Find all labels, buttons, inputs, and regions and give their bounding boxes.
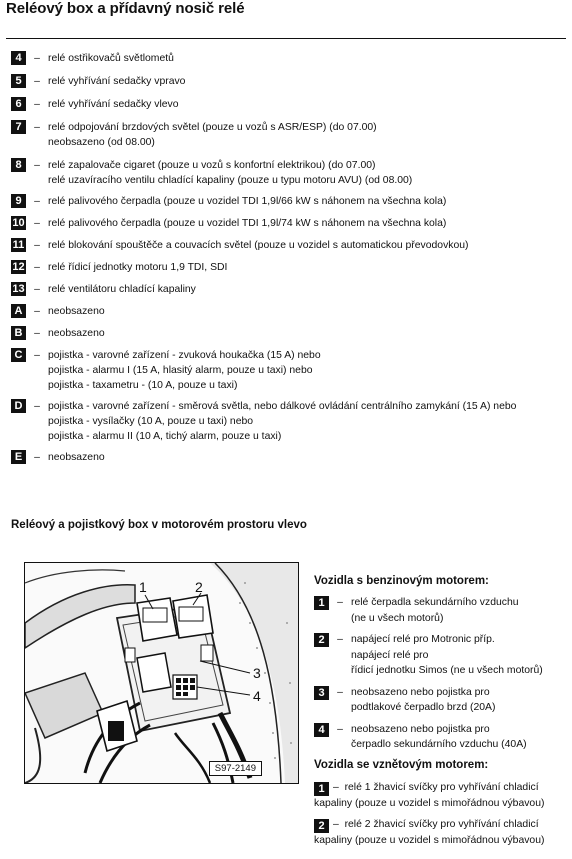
list-item <box>11 216 567 231</box>
item-line: relé uzavíracího ventilu chladící kapaliny (pouze u typu motoru AVU) (od 08.00) <box>48 175 413 186</box>
item-line: neobsazeno <box>48 306 105 317</box>
dash-mark: – <box>333 781 339 793</box>
item-line: neobsazeno nebo pojistka pro <box>351 686 490 698</box>
dash-mark: – <box>34 306 40 317</box>
item-text <box>48 399 516 444</box>
item-number-badge: C <box>11 348 26 362</box>
item-line: čerpadlo sekundárního vzduchu (40A) <box>351 739 527 750</box>
item-line: podtlakové čerpadlo brzd (20A) <box>351 702 496 713</box>
item-text <box>48 51 174 66</box>
dash-mark: – <box>34 196 40 207</box>
title-rule <box>6 38 566 39</box>
right-column <box>314 575 570 855</box>
dash-mark: – <box>34 218 40 229</box>
item-number-badge: 1 <box>314 782 329 796</box>
item-line: pojistka - alarmu II (10 A, tichý alarm, pouze u taxi) <box>48 431 282 442</box>
dash-mark: – <box>34 452 40 463</box>
item-line-2: kapaliny (pouze u vozidel s mimořádnou výbavou) <box>314 835 545 846</box>
callout-4: 4 <box>253 688 261 704</box>
dash-mark: – <box>34 53 40 64</box>
dash-mark: – <box>337 634 343 645</box>
list-item <box>11 282 567 297</box>
item-text <box>48 120 377 150</box>
item-line: řídicí jednotku Simos (ne u všech motorů) <box>351 665 543 676</box>
item-line: relé 2 žhavicí svíčky pro vyhřívání chladicí <box>344 819 539 830</box>
item-number-badge: 4 <box>314 723 329 737</box>
item-line: relé blokování spouštěče a couvacích světel (pouze u vozidel s automatickou převodovkou) <box>48 240 469 251</box>
item-line: relé 1 žhavicí svíčky pro vyhřívání chladicí <box>344 781 539 793</box>
item-text <box>351 595 519 626</box>
item-line: pojistka - vysílačky (10 A, pouze u taxi) nebo <box>48 416 254 427</box>
item-number-badge: 6 <box>11 97 26 111</box>
item-text <box>48 194 446 209</box>
engine-bay-drawing <box>25 563 298 783</box>
list-item <box>11 326 567 341</box>
item-number-badge: 1 <box>314 596 329 610</box>
list-item <box>11 304 567 319</box>
dash-mark: – <box>34 240 40 251</box>
item-text <box>48 326 105 341</box>
item-number-badge: 2 <box>314 633 329 647</box>
section-title: Reléový a pojistkový box v motorovém prostoru vlevo <box>11 519 307 531</box>
item-text <box>48 282 196 297</box>
item-line: relé ventilátoru chladící kapaliny <box>48 284 196 295</box>
petrol-item <box>314 632 570 679</box>
item-number-badge: 5 <box>11 74 26 88</box>
diesel-item <box>314 780 570 812</box>
petrol-item <box>314 595 570 626</box>
item-line: napájecí relé pro <box>351 649 429 661</box>
list-item <box>11 97 567 112</box>
page-title: Reléový box a přídavný nosič relé <box>6 0 245 17</box>
dash-mark: – <box>34 401 40 412</box>
item-text <box>351 722 527 753</box>
petrol-list <box>314 595 570 753</box>
dash-mark: – <box>337 723 343 735</box>
diesel-list <box>314 780 570 849</box>
list-item <box>11 120 567 150</box>
callout-2: 2 <box>195 579 203 595</box>
item-text <box>48 97 179 112</box>
item-number-badge: 3 <box>314 686 329 700</box>
item-line: neobsazeno <box>48 328 105 339</box>
item-text <box>48 450 105 465</box>
item-line: (ne u všech motorů) <box>351 612 444 624</box>
item-text <box>48 348 321 393</box>
dash-mark: – <box>34 328 40 339</box>
item-text <box>48 74 185 89</box>
dash-mark: – <box>333 819 339 830</box>
list-item <box>11 51 567 66</box>
item-text <box>48 304 105 319</box>
item-line-1 <box>314 780 570 796</box>
item-line: relé palivového čerpadla (pouze u vozidel TDI 1,9l/66 kW s náhonem na všechna kola) <box>48 196 447 207</box>
item-text <box>48 260 227 275</box>
dash-mark: – <box>34 284 40 295</box>
item-text <box>48 216 446 231</box>
item-text <box>48 158 412 188</box>
item-number-badge: A <box>11 304 26 318</box>
item-line: pojistka - taxametru - (10 A, pouze u taxi) <box>48 380 238 391</box>
item-line: neobsazeno (od 08.00) <box>48 137 155 148</box>
item-line: neobsazeno nebo pojistka pro <box>351 723 490 735</box>
dash-mark: – <box>34 350 40 361</box>
dash-mark: – <box>34 122 40 133</box>
item-line: relé ostřikovačů světlometů <box>48 53 174 64</box>
item-text <box>48 238 468 253</box>
relay-list <box>11 51 567 465</box>
list-item <box>11 194 567 209</box>
dash-mark: – <box>337 686 343 698</box>
item-number-badge: 8 <box>11 158 26 172</box>
list-item <box>11 348 567 393</box>
list-item <box>11 238 567 253</box>
diesel-heading: Vozidla se vznětovým motorem: <box>314 758 489 771</box>
item-text <box>351 632 543 679</box>
item-line: relé vyhřívání sedačky vpravo <box>48 76 186 87</box>
dash-mark: – <box>34 99 40 110</box>
item-text <box>351 685 495 716</box>
item-number-badge: 9 <box>11 194 26 208</box>
dash-mark: – <box>34 160 40 171</box>
item-number-badge: B <box>11 326 26 340</box>
petrol-item <box>314 722 570 753</box>
callout-3: 3 <box>253 665 261 681</box>
item-line: pojistka - varovné zařízení - zvuková houkačka (15 A) nebo <box>48 350 321 361</box>
list-item <box>11 260 567 275</box>
item-number-badge: 12 <box>12 261 25 273</box>
item-line: relé zapalovače cigaret (pouze u vozů s konfortní elektrikou) (do 07.00) <box>48 160 376 171</box>
item-line: relé vyhřívání sedačky vlevo <box>48 99 179 110</box>
callout-1: 1 <box>139 579 147 595</box>
list-item <box>11 399 567 444</box>
item-number-badge: E <box>11 450 26 464</box>
item-line: relé odpojování brzdových světel (pouze u vozů s ASR/ESP) (do 07.00) <box>48 122 377 133</box>
petrol-item <box>314 685 570 716</box>
list-item <box>11 74 567 89</box>
item-line: pojistka - varovné zařízení - směrová světla, nebo dálkové ovládání centrálního zamykání (15 A) nebo <box>48 401 517 412</box>
petrol-heading: Vozidla s benzinovým motorem: <box>314 575 489 587</box>
figure-code: S97-2149 <box>209 761 262 776</box>
item-line: neobsazeno <box>48 452 105 463</box>
item-number-badge: 10 <box>12 217 25 229</box>
diesel-item <box>314 817 570 849</box>
item-line: relé palivového čerpadla (pouze u vozidel TDI 1,9l/74 kW s náhonem na všechna kola) <box>48 218 447 229</box>
list-item <box>11 158 567 188</box>
item-line: relé čerpadla sekundárního vzduchu <box>351 597 519 608</box>
item-line: pojistka - alarmu I (15 A, hlasitý alarm, pouze u taxi) nebo <box>48 365 313 376</box>
item-number-badge: 13 <box>12 283 25 295</box>
item-number-badge: 7 <box>11 120 26 134</box>
item-number-badge: D <box>11 399 26 413</box>
dash-mark: – <box>34 76 40 87</box>
dash-mark: – <box>337 597 343 608</box>
item-number-badge: 4 <box>11 51 26 65</box>
dash-mark: – <box>34 262 40 273</box>
item-line: relé řídicí jednotky motoru 1,9 TDI, SDI <box>48 262 228 273</box>
item-number-badge: 2 <box>314 819 329 833</box>
item-line-2: kapaliny (pouze u vozidel s mimořádnou výbavou) <box>314 797 545 809</box>
item-number-badge: 11 <box>12 239 25 251</box>
item-line-1 <box>314 817 570 833</box>
list-item <box>11 450 567 465</box>
engine-bay-figure <box>24 562 299 784</box>
item-line: napájecí relé pro Motronic příp. <box>351 634 495 645</box>
